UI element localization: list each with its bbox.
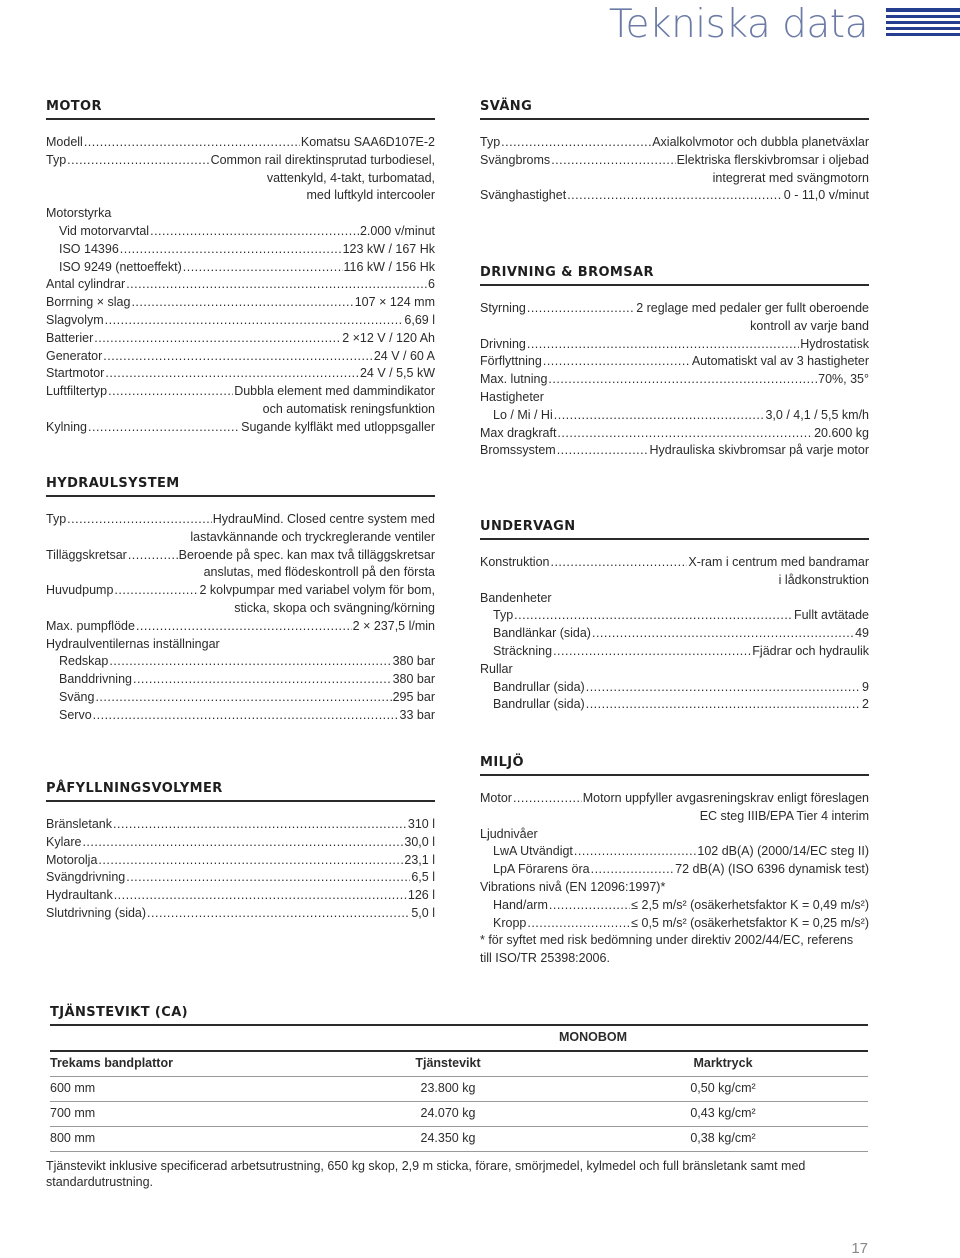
spec-cont: sticka, skopa och svängning/körning: [234, 600, 435, 615]
table-row: 700 mm 24.070 kg 0,43 kg/cm²: [50, 1101, 868, 1126]
page-number: 17: [851, 1240, 868, 1257]
spec-heading: Vibrations nivå (EN 12096:1997)*: [480, 879, 666, 894]
spec-row-lwa: LwA Utvändigt ..... 102 dB(A) (2000/14/EC steg II): [480, 843, 869, 861]
section-drivning: [480, 264, 869, 460]
spec-row-generator: Generator ..... 24 V / 60 A: [46, 348, 435, 366]
spec-heading: Hastigheter: [480, 389, 544, 404]
spec-row-lpa: LpA Förarens öra ..... 72 dB(A) (ISO 6396 dynamisk test): [480, 861, 869, 879]
spec-row-hydraultank: Hydraultank ..... 126 l: [46, 887, 435, 905]
column-header: Marktryck: [578, 1051, 868, 1076]
spec-row-dragkraft: Max dragkraft ..... 20.600 kg: [480, 425, 869, 443]
section-tjanstevikt: [50, 1004, 868, 1152]
section-motor: [46, 98, 435, 437]
spec-row-lutning: Max. lutning ..... 70%, 35°: [480, 371, 869, 389]
spec-heading: Bandenheter: [480, 590, 552, 605]
section-title: TJÄNSTEVIKT (CA): [50, 1004, 868, 1026]
spec-row-bandlankar: Bandlänkar (sida) ..... 49: [480, 625, 869, 643]
spec-heading: Hydraulventilernas inställningar: [46, 636, 220, 651]
spec-row-handarm: Hand/arm ..... ≤ 2,5 m/s² (osäkerhetsfaktor K = 0,49 m/s²): [480, 897, 869, 915]
spec-row-konstruktion: Konstruktion ..... X-ram i centrum med bandramar: [480, 554, 869, 572]
section-title: HYDRAULSYSTEM: [46, 475, 435, 497]
section-title: MOTOR: [46, 98, 435, 120]
spec-row-servo: Servo ..... 33 bar: [46, 707, 435, 725]
section-title: UNDERVAGN: [480, 518, 869, 540]
spec-row-typ: Typ ..... HydrauMind. Closed centre system med: [46, 511, 435, 529]
spec-heading: Rullar: [480, 661, 513, 676]
brand-stripes-icon: [886, 8, 960, 39]
spec-cont: EC steg IIIB/EPA Tier 4 interim: [699, 808, 869, 823]
spec-row-tillaggskretsar: Tilläggskretsar ..... Beroende på spec. kan max två tilläggskretsar: [46, 547, 435, 565]
spec-row-iso14396: ISO 14396 ..... 123 kW / 167 Hk: [46, 241, 435, 259]
spec-heading: Ljudnivåer: [480, 826, 538, 841]
spec-cont: anslutas, med flödeskontroll på den första: [203, 565, 435, 580]
spec-row-kylning: Kylning ..... Sugande kylfläkt med utloppsgaller: [46, 419, 435, 437]
spec-row-slutdrivning: Slutdrivning (sida) ..... 5,0 l: [46, 905, 435, 923]
footnote: till ISO/TR 25398:2006.: [480, 951, 610, 966]
section-hydraulsystem: [46, 475, 435, 725]
spec-row-svanghastighet: Svänghastighet ..... 0 - 11,0 v/minut: [480, 187, 869, 205]
section-title: SVÄNG: [480, 98, 869, 120]
table-row: 600 mm 23.800 kg 0,50 kg/cm²: [50, 1076, 868, 1101]
spec-row-startmotor: Startmotor ..... 24 V / 5,5 kW: [46, 365, 435, 383]
spec-row-banddrivning: Banddrivning ..... 380 bar: [46, 671, 435, 689]
spec-row-bransletank: Bränsletank ..... 310 l: [46, 816, 435, 834]
spec-row-motor: Motor ..... Motorn uppfyller avgasreningskrav enligt föreslagen: [480, 790, 869, 808]
spec-row-huvudpump: Huvudpump ..... 2 kolvpumpar med variabel volym för bom,: [46, 582, 435, 600]
spec-row-iso9249: ISO 9249 (nettoeffekt) ..... 116 kW / 156 Hk: [46, 259, 435, 277]
spec-cont: integrerat med svängmotorn: [712, 170, 869, 185]
spec-row-bromssystem: Bromssystem ..... Hydrauliska skivbromsar på varje motor: [480, 442, 869, 460]
spec-cont: kontroll av varje band: [750, 318, 869, 333]
column-header: Trekams bandplattor: [50, 1051, 318, 1076]
spec-cont: i lådkonstruktion: [778, 572, 869, 587]
spec-row-svangbroms: Svängbroms ..... Elektriska flerskivbromsar i oljebad: [480, 152, 869, 170]
spec-row-typ: Typ ..... Fullt avtätade: [480, 607, 869, 625]
spec-row-svangdrivning: Svängdrivning ..... 6,5 l: [46, 869, 435, 887]
spec-cont: och automatisk reningsfunktion: [262, 401, 435, 416]
spec-row-luftfilter: Luftfiltertyp ..... Dubbla element med dammindikator: [46, 383, 435, 401]
spec-cont: vattenkyld, 4-takt, turbomatad,: [266, 170, 435, 185]
spec-row-borrning: Borrning × slag ..... 107 × 124 mm: [46, 294, 435, 312]
spec-row-lomihi: Lo / Mi / Hi ..... 3,0 / 4,1 / 5,5 km/h: [480, 407, 869, 425]
spec-row-modell: Modell ..... Komatsu SAA6D107E-2: [46, 134, 435, 152]
spec-row-batterier: Batterier ..... 2 ×12 V / 120 Ah: [46, 330, 435, 348]
spec-row-forflyttning: Förflyttning ..... Automatiskt val av 3 hastigheter: [480, 353, 869, 371]
spec-row-svang: Sväng ..... 295 bar: [46, 689, 435, 707]
section-title: MILJÖ: [480, 754, 869, 776]
spec-row-slagvolym: Slagvolym ..... 6,69 l: [46, 312, 435, 330]
spec-row-styrning: Styrning ..... 2 reglage med pedaler ger fullt oberoende: [480, 300, 869, 318]
spec-row-typ: Typ ..... Common rail direktinsprutad turbodiesel,: [46, 152, 435, 170]
spec-row-bandrullar: Bandrullar (sida) ..... 9: [480, 679, 869, 697]
spec-row-strackning: Sträckning ..... Fjädrar och hydraulik: [480, 643, 869, 661]
spec-cont: med luftkyld intercooler: [306, 188, 435, 203]
spec-row-redskap: Redskap ..... 380 bar: [46, 653, 435, 671]
section-title: DRIVNING & BROMSAR: [480, 264, 869, 286]
section-miljo: [480, 754, 869, 968]
spec-row-kropp: Kropp ..... ≤ 0,5 m/s² (osäkerhetsfaktor K = 0,25 m/s²): [480, 915, 869, 933]
spec-cont: lastavkännande och tryckreglerande ventiler: [190, 529, 435, 544]
section-sving: [480, 98, 869, 205]
spec-row-kylare: Kylare ..... 30,0 l: [46, 834, 435, 852]
footnote: * för syftet med risk bedömning under direktiv 2002/44/EC, referens: [480, 933, 854, 948]
page-title: Tekniska data: [608, 2, 868, 47]
spec-row-bandrullar: Bandrullar (sida) ..... 2: [480, 696, 869, 714]
spec-heading: Motorstyrka: [46, 206, 112, 221]
spec-row-cylindrar: Antal cylindrar ..... 6: [46, 276, 435, 294]
page-header: [0, 0, 960, 52]
column-header: Tjänstevikt: [318, 1051, 578, 1076]
weight-note: Tjänstevikt inklusive specificerad arbetsutrustning, 650 kg skop, 2,9 m sticka, förare, smörjmedel, kylmedel och full bränsletank samt med standardutrustning.: [46, 1159, 806, 1189]
table-row: 800 mm 24.350 kg 0,38 kg/cm²: [50, 1126, 868, 1151]
table-group-header: MONOBOM: [50, 1026, 868, 1051]
table-header-row: [50, 1051, 868, 1076]
spec-row-typ: Typ ..... Axialkolvmotor och dubbla planetväxlar: [480, 134, 869, 152]
spec-row-motorolja: Motorolja ..... 23,1 l: [46, 852, 435, 870]
weight-table: [50, 1026, 868, 1152]
spec-row-drivning: Drivning ..... Hydrostatisk: [480, 336, 869, 354]
spec-row-pumpflode: Max. pumpflöde ..... 2 × 237,5 l/min: [46, 618, 435, 636]
section-undervagn: [480, 518, 869, 714]
section-pafyllningsvolymer: [46, 780, 435, 923]
spec-row-varvtal: Vid motorvarvtal ..... 2.000 v/minut: [46, 223, 435, 241]
section-title: PÅFYLLNINGSVOLYMER: [46, 780, 435, 802]
